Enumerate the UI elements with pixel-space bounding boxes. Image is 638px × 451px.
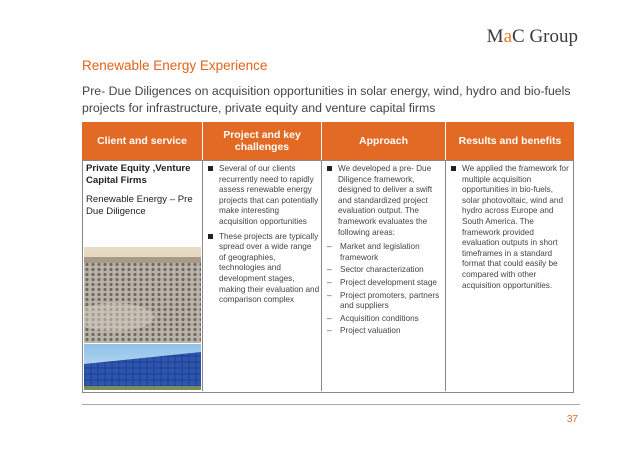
results-list [451, 164, 571, 295]
logo-part1: M [486, 26, 504, 47]
client-service: Renewable Energy – Pre Due Diligence [86, 194, 193, 217]
approach-area: – Project development stage [327, 277, 437, 287]
bullet-icon [327, 166, 332, 171]
results-item [451, 164, 571, 291]
challenge-item [208, 164, 320, 228]
header-results: Results and benefits [446, 122, 574, 160]
client-type: Private Equity ,Venture Capital Firms [86, 163, 191, 186]
solar-panels-photo [84, 344, 201, 390]
approach-item [327, 164, 442, 238]
column-divider [321, 160, 322, 391]
results-text: We applied the framework for multiple acquisition opportunities in bio-fuels, solar photovoltaic, wind and hydro across Europe and South America. The framework provided evaluation outputs in short timeframes in a standard format that could easily be compared with other acquisition opportunities. [462, 164, 569, 290]
logo-accent: a [503, 26, 513, 47]
challenge-item [208, 232, 320, 306]
solar-field-photo [84, 247, 201, 343]
approach-area: – Project valuation [327, 326, 401, 336]
case-table [82, 122, 574, 392]
challenge-text: Several of our clients recurrently need to rapidly assess renewable energy projects that can potentially make interesting acquisition opportunities [219, 164, 319, 226]
page-number: 37 [566, 414, 578, 425]
approach-list [327, 164, 442, 339]
bullet-icon [451, 166, 456, 171]
bullet-icon [208, 166, 213, 171]
page-subtitle: Pre- Due Diligences on acquisition opportunities in solar energy, wind, hydro and bio-fuels projects for infrastructure, private equity and venture capital firms [82, 84, 571, 115]
challenge-text: These projects are typically spread over a wide range of geographies, technologies and development stages, making their evaluation and comparison complex [219, 231, 320, 305]
approach-area: – Sector characterization [327, 265, 424, 275]
approach-area: – Project promoters, partners and suppliers [327, 290, 440, 311]
bullet-icon [208, 234, 213, 239]
approach-intro: We developed a pre- Due Diligence framework, designed to deliver a swift and standardized project evaluation output. The framework evaluates the following areas: [338, 164, 433, 237]
header-client: Client and service [82, 122, 202, 160]
logo-part2: C Group [512, 26, 578, 47]
header-challenges: Project and key challenges [203, 122, 321, 160]
company-logo [487, 26, 578, 48]
approach-area: – Market and legislation framework [327, 242, 420, 262]
approach-area: – Acquisition conditions [327, 313, 419, 323]
footer-divider [82, 404, 580, 405]
page-title: Renewable Energy Experience [82, 58, 268, 73]
challenges-list [208, 164, 320, 310]
header-approach: Approach [322, 122, 445, 160]
column-divider [202, 160, 203, 391]
column-divider [445, 160, 446, 391]
